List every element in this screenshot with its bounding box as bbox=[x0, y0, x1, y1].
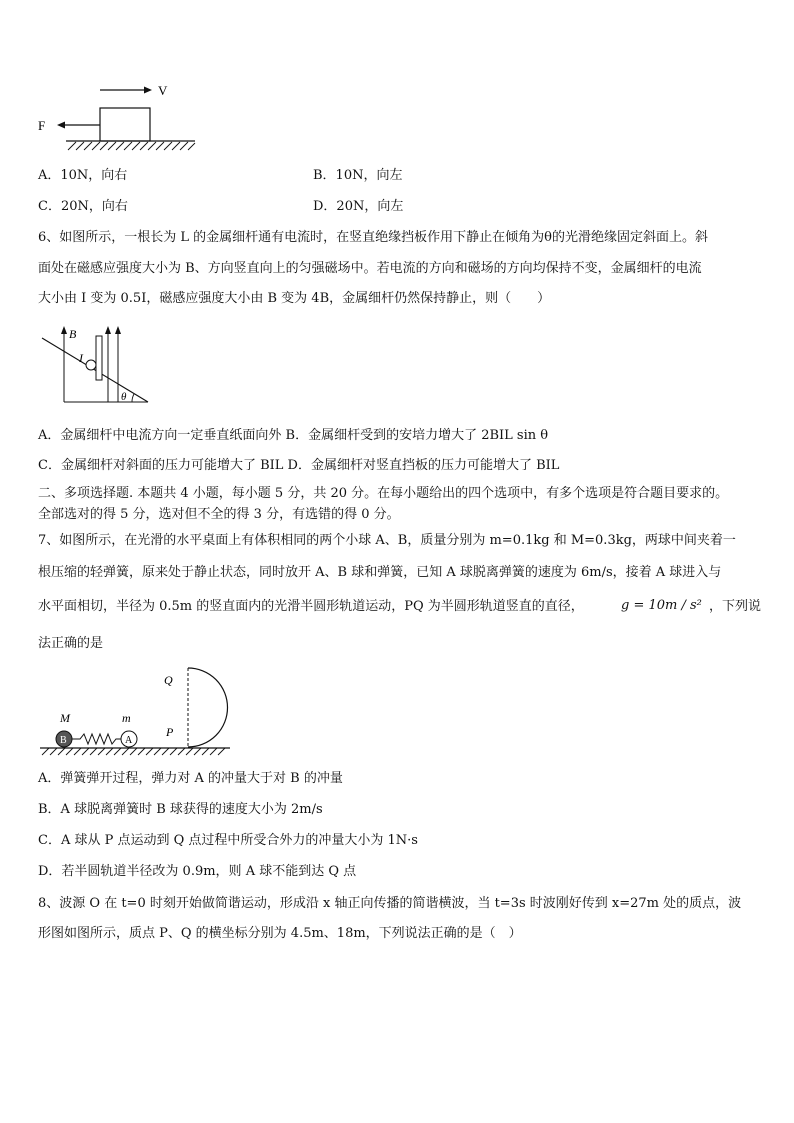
section2-line-2: 全部选对的得 5 分，选对但不全的得 3 分，有选错的得 0 分。 bbox=[38, 507, 400, 522]
q5-option-d: D．20N，向左 bbox=[313, 199, 404, 214]
q5-option-a: A．10N，向右 bbox=[38, 168, 128, 183]
q6-stem-line-2: 面处在磁感应强度大小为 B、方向竖直向上的匀强磁场中。若电流的方向和磁场的方向均保持不变，金属细杆的电流 bbox=[38, 261, 702, 276]
q6-stem-line-1: 6、如图所示，一根长为 L 的金属细杆通有电流时，在竖直绝缘挡板作用下静止在倾角为θ的光滑绝缘固定斜面上。斜 bbox=[38, 230, 708, 245]
q6-diagram bbox=[36, 320, 156, 406]
small-m-label: m bbox=[122, 711, 131, 725]
q6-options-cd: C．金属细杆对斜面的压力可能增大了 BIL D．金属细杆对竖直挡板的压力可能增大了 BIL bbox=[38, 458, 560, 473]
q5-option-b: B．10N，向左 bbox=[313, 168, 403, 183]
big-m-label: M bbox=[60, 711, 70, 725]
q7-option-b: B．A 球脱离弹簧时 B 球获得的速度大小为 2m/s bbox=[38, 802, 323, 817]
q5-option-c: C．20N，向右 bbox=[38, 199, 128, 214]
ground-hatch bbox=[68, 142, 195, 150]
q7-option-c: C．A 球从 P 点运动到 Q 点过程中所受合外力的冲量大小为 1N·s bbox=[38, 833, 418, 848]
rod bbox=[86, 360, 96, 370]
i-label: I bbox=[79, 351, 83, 365]
p-label: P bbox=[166, 725, 174, 739]
q7-stem-line-2: 根压缩的轻弹簧，原来处于静止状态，同时放开 A、B 球和弹簧，已知 A 球脱离弹簧的速度为 6m/s，接着 A 球进入与 bbox=[38, 565, 722, 580]
force-label: F bbox=[38, 118, 46, 133]
q7-stem-line-1: 7、如图所示，在光滑的水平桌面上有体积相同的两个小球 A、B，质量分别为 m=0.1kg 和 M=0.3kg，两球中间夹着一 bbox=[38, 533, 736, 548]
q6-stem-line-3: 大小由 I 变为 0.5I，磁感应强度大小由 B 变为 4B，金属细杆仍然保持静止，则（ ） bbox=[38, 291, 551, 306]
q5-diagram bbox=[30, 78, 210, 154]
q7-gravity-formula: g = 10m / s² bbox=[621, 598, 702, 613]
q7-option-a: A．弹簧弹开过程，弹力对 A 的冲量大于对 B 的冲量 bbox=[38, 771, 343, 786]
spring bbox=[72, 734, 121, 744]
q6-options-ab: A．金属细杆中电流方向一定垂直纸面向外 B．金属细杆受到的安培力增大了 2BIL sin θ bbox=[38, 428, 549, 443]
q8-stem-line-2: 形图如图所示，质点 P、Q 的横坐标分别为 4.5m、18m，下列说法正确的是（ ） bbox=[38, 926, 522, 941]
velocity-label: V bbox=[158, 83, 168, 98]
q7-diagram bbox=[36, 664, 236, 760]
semicircle-track bbox=[188, 668, 228, 747]
incline bbox=[42, 338, 148, 402]
block bbox=[100, 108, 150, 141]
q8-stem-line-1: 8、波源 O 在 t=0 时刻开始做简谐运动，形成沿 x 轴正向传播的简谐横波，当 t=3s 时波刚好传到 x=27m 处的质点，波 bbox=[38, 896, 742, 911]
section2-line-1: 二、多项选择题. 本题共 4 小题，每小题 5 分，共 20 分。在每小题给出的四个选项中，有多个选项是符合题目要求的。 bbox=[38, 486, 729, 501]
ball-b-label: B bbox=[60, 735, 67, 746]
theta-label: θ bbox=[121, 391, 127, 403]
ball-a-label: A bbox=[125, 735, 133, 746]
b-label: B bbox=[69, 327, 77, 341]
q7-stem-line-3-tail: ，下列说 bbox=[709, 599, 762, 614]
q-label: Q bbox=[164, 673, 173, 687]
q7-stem-line-3: 水平面相切，半径为 0.5m 的竖直面内的光滑半圆形轨道运动，PQ 为半圆形轨道竖直的直径， bbox=[38, 599, 584, 614]
baffle-plate bbox=[96, 336, 102, 380]
q7-option-d: D．若半圆轨道半径改为 0.9m，则 A 球不能到达 Q 点 bbox=[38, 864, 357, 879]
q7-stem-line-4: 法正确的是 bbox=[38, 636, 104, 651]
ground-hatch bbox=[42, 748, 225, 755]
